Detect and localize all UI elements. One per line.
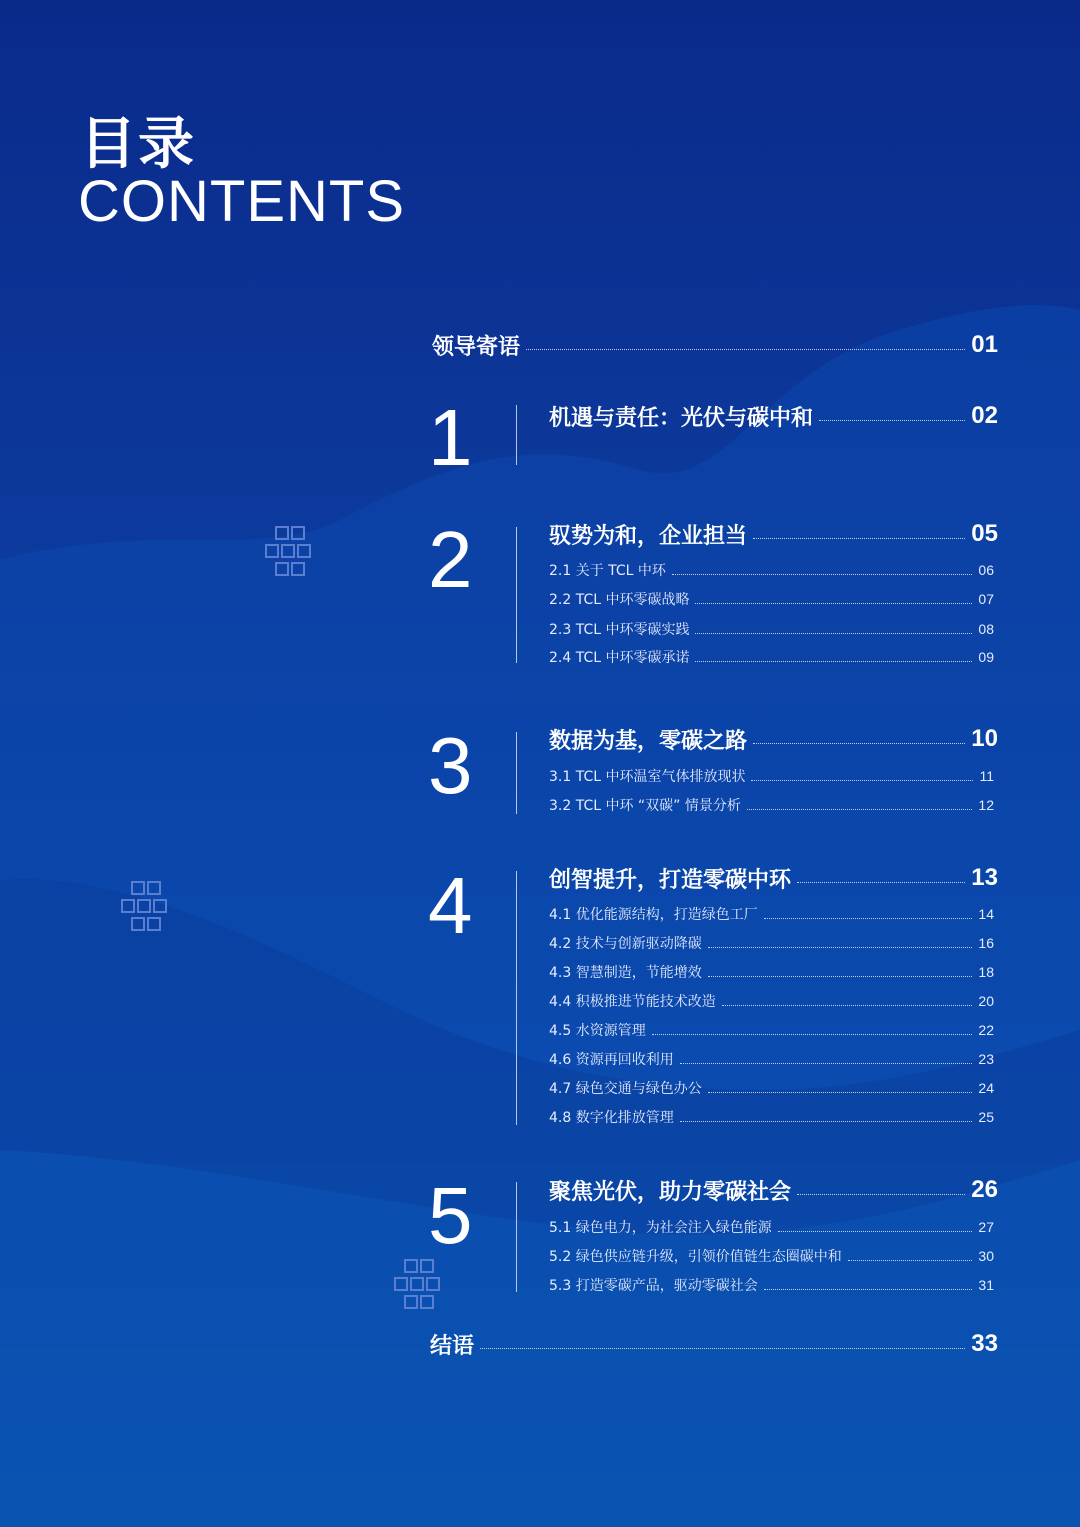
toc-subentry[interactable]: [549, 618, 994, 640]
toc-subentry[interactable]: [549, 932, 994, 954]
leader-dots: [764, 1289, 973, 1290]
toc-subentry[interactable]: [549, 961, 994, 983]
leader-dots: [797, 882, 965, 883]
section-number: 4: [428, 861, 473, 950]
leader-dots: [695, 603, 972, 604]
toc-entry-page: 01: [971, 331, 998, 358]
toc-subentry-page: 23: [978, 1051, 994, 1067]
toc-subentry-label: 4.2 技术与创新驱动降碳: [549, 936, 702, 952]
grid-squares-icon: [264, 525, 322, 577]
leader-dots: [778, 1231, 973, 1232]
leader-dots: [652, 1034, 973, 1035]
toc-subentry[interactable]: [549, 559, 994, 581]
toc-entry-label: 创智提升，打造零碳中环: [549, 867, 792, 893]
grid-squares-icon: [393, 1258, 451, 1314]
toc-subentry-page: 31: [978, 1277, 994, 1293]
section-divider: [516, 871, 517, 1125]
toc-subentry-page: 27: [978, 1219, 994, 1235]
section-divider: [516, 1182, 517, 1292]
leader-dots: [526, 349, 965, 350]
page-title-cn: 目录: [80, 112, 196, 177]
leader-dots: [819, 420, 965, 421]
toc-entry-page: 26: [971, 1176, 998, 1203]
toc-entry-page: 10: [971, 725, 998, 752]
leader-dots: [708, 1092, 973, 1093]
toc-entry-section-5[interactable]: [549, 1175, 998, 1205]
leader-dots: [753, 743, 965, 744]
toc-subentry[interactable]: [549, 1019, 994, 1041]
toc-subentry[interactable]: [549, 588, 994, 610]
toc-entry-label: 领导寄语: [432, 334, 521, 360]
toc-subentry-page: 11: [979, 768, 994, 784]
leader-dots: [751, 780, 973, 781]
toc-subentry-page: 08: [978, 621, 994, 637]
toc-subentry-label: 4.6 资源再回收利用: [549, 1052, 674, 1068]
toc-subentry-page: 14: [978, 906, 994, 922]
toc-subentry[interactable]: [549, 765, 994, 787]
toc-subentry-label: 2.2 TCL 中环零碳战略: [549, 592, 690, 608]
leader-dots: [672, 574, 973, 575]
section-divider: [516, 732, 517, 814]
toc-subentry[interactable]: [549, 1245, 994, 1267]
toc-subentry[interactable]: [549, 1216, 994, 1238]
toc-subentry-page: 18: [978, 964, 994, 980]
section-number: 3: [428, 721, 473, 810]
toc-entry-section-4[interactable]: [549, 863, 998, 893]
grid-squares-icon: [120, 880, 178, 932]
section-divider: [516, 405, 517, 465]
toc-subentry[interactable]: [549, 1106, 994, 1128]
toc-subentry[interactable]: [549, 794, 994, 816]
leader-dots: [747, 809, 973, 810]
leader-dots: [695, 633, 972, 634]
leader-dots: [722, 1005, 973, 1006]
toc-entry-page: 05: [971, 520, 998, 547]
toc-subentry-label: 2.3 TCL 中环零碳实践: [549, 622, 690, 638]
toc-entry-label: 驭势为和，企业担当: [549, 523, 748, 549]
toc-subentry-label: 4.8 数字化排放管理: [549, 1110, 674, 1126]
toc-subentry-page: 09: [978, 649, 994, 665]
toc-subentry-label: 3.2 TCL 中环 “双碳” 情景分析: [549, 798, 741, 814]
leader-dots: [764, 918, 973, 919]
toc-subentry-page: 24: [978, 1080, 994, 1096]
toc-subentry-label: 4.1 优化能源结构，打造绿色工厂: [549, 907, 758, 923]
page-title-en: CONTENTS: [78, 169, 405, 234]
toc-subentry[interactable]: [549, 1048, 994, 1070]
toc-entry-section-3[interactable]: [549, 724, 998, 754]
leader-dots: [680, 1121, 973, 1122]
toc-entry-epilogue[interactable]: [430, 1329, 998, 1359]
toc-subentry-label: 5.3 打造零碳产品，驱动零碳社会: [549, 1278, 758, 1294]
toc-subentry-page: 16: [978, 935, 994, 951]
toc-entry-label: 机遇与责任：光伏与碳中和: [549, 405, 814, 431]
toc-subentry-page: 12: [978, 797, 994, 813]
toc-subentry-label: 3.1 TCL 中环温室气体排放现状: [549, 769, 746, 785]
toc-entry-label: 结语: [430, 1333, 475, 1359]
toc-subentry-label: 2.4 TCL 中环零碳承诺: [549, 650, 690, 666]
toc-subentry-page: 30: [978, 1248, 994, 1264]
section-divider: [516, 527, 517, 663]
leader-dots: [708, 947, 973, 948]
toc-subentry-label: 5.2 绿色供应链升级，引领价值链生态圈碳中和: [549, 1249, 842, 1265]
toc-subentry-label: 4.3 智慧制造，节能增效: [549, 965, 702, 981]
leader-dots: [753, 538, 965, 539]
toc-subentry-label: 4.4 积极推进节能技术改造: [549, 994, 716, 1010]
toc-subentry[interactable]: [549, 1274, 994, 1296]
toc-entry-page: 02: [971, 402, 998, 429]
toc-entry-page: 33: [971, 1330, 998, 1357]
section-number: 1: [428, 393, 473, 482]
leader-dots: [695, 661, 972, 662]
toc-entry-section-1[interactable]: [549, 401, 998, 431]
toc-entry-label: 数据为基，零碳之路: [549, 728, 748, 754]
toc-subentry[interactable]: [549, 990, 994, 1012]
toc-entry-preface[interactable]: [432, 330, 998, 360]
toc-subentry-page: 06: [978, 562, 994, 578]
leader-dots: [797, 1194, 965, 1195]
leader-dots: [680, 1063, 973, 1064]
leader-dots: [708, 976, 973, 977]
section-number: 5: [428, 1171, 473, 1260]
toc-subentry[interactable]: [549, 903, 994, 925]
toc-subentry-page: 22: [978, 1022, 994, 1038]
toc-entry-section-2[interactable]: [549, 519, 998, 549]
toc-subentry[interactable]: [549, 1077, 994, 1099]
toc-entry-page: 13: [971, 864, 998, 891]
toc-subentry-page: 20: [978, 993, 994, 1009]
toc-subentry-label: 4.7 绿色交通与绿色办公: [549, 1081, 702, 1097]
leader-dots: [848, 1260, 973, 1261]
toc-subentry-label: 5.1 绿色电力，为社会注入绿色能源: [549, 1220, 772, 1236]
toc-subentry-page: 07: [978, 591, 994, 607]
toc-subentry-label: 2.1 关于 TCL 中环: [549, 563, 666, 579]
leader-dots: [480, 1348, 965, 1349]
toc-entry-label: 聚焦光伏，助力零碳社会: [549, 1179, 792, 1205]
toc-subentry-label: 4.5 水资源管理: [549, 1023, 646, 1039]
section-number: 2: [428, 515, 473, 604]
toc-subentry-page: 25: [978, 1109, 994, 1125]
toc-subentry[interactable]: [549, 646, 994, 668]
